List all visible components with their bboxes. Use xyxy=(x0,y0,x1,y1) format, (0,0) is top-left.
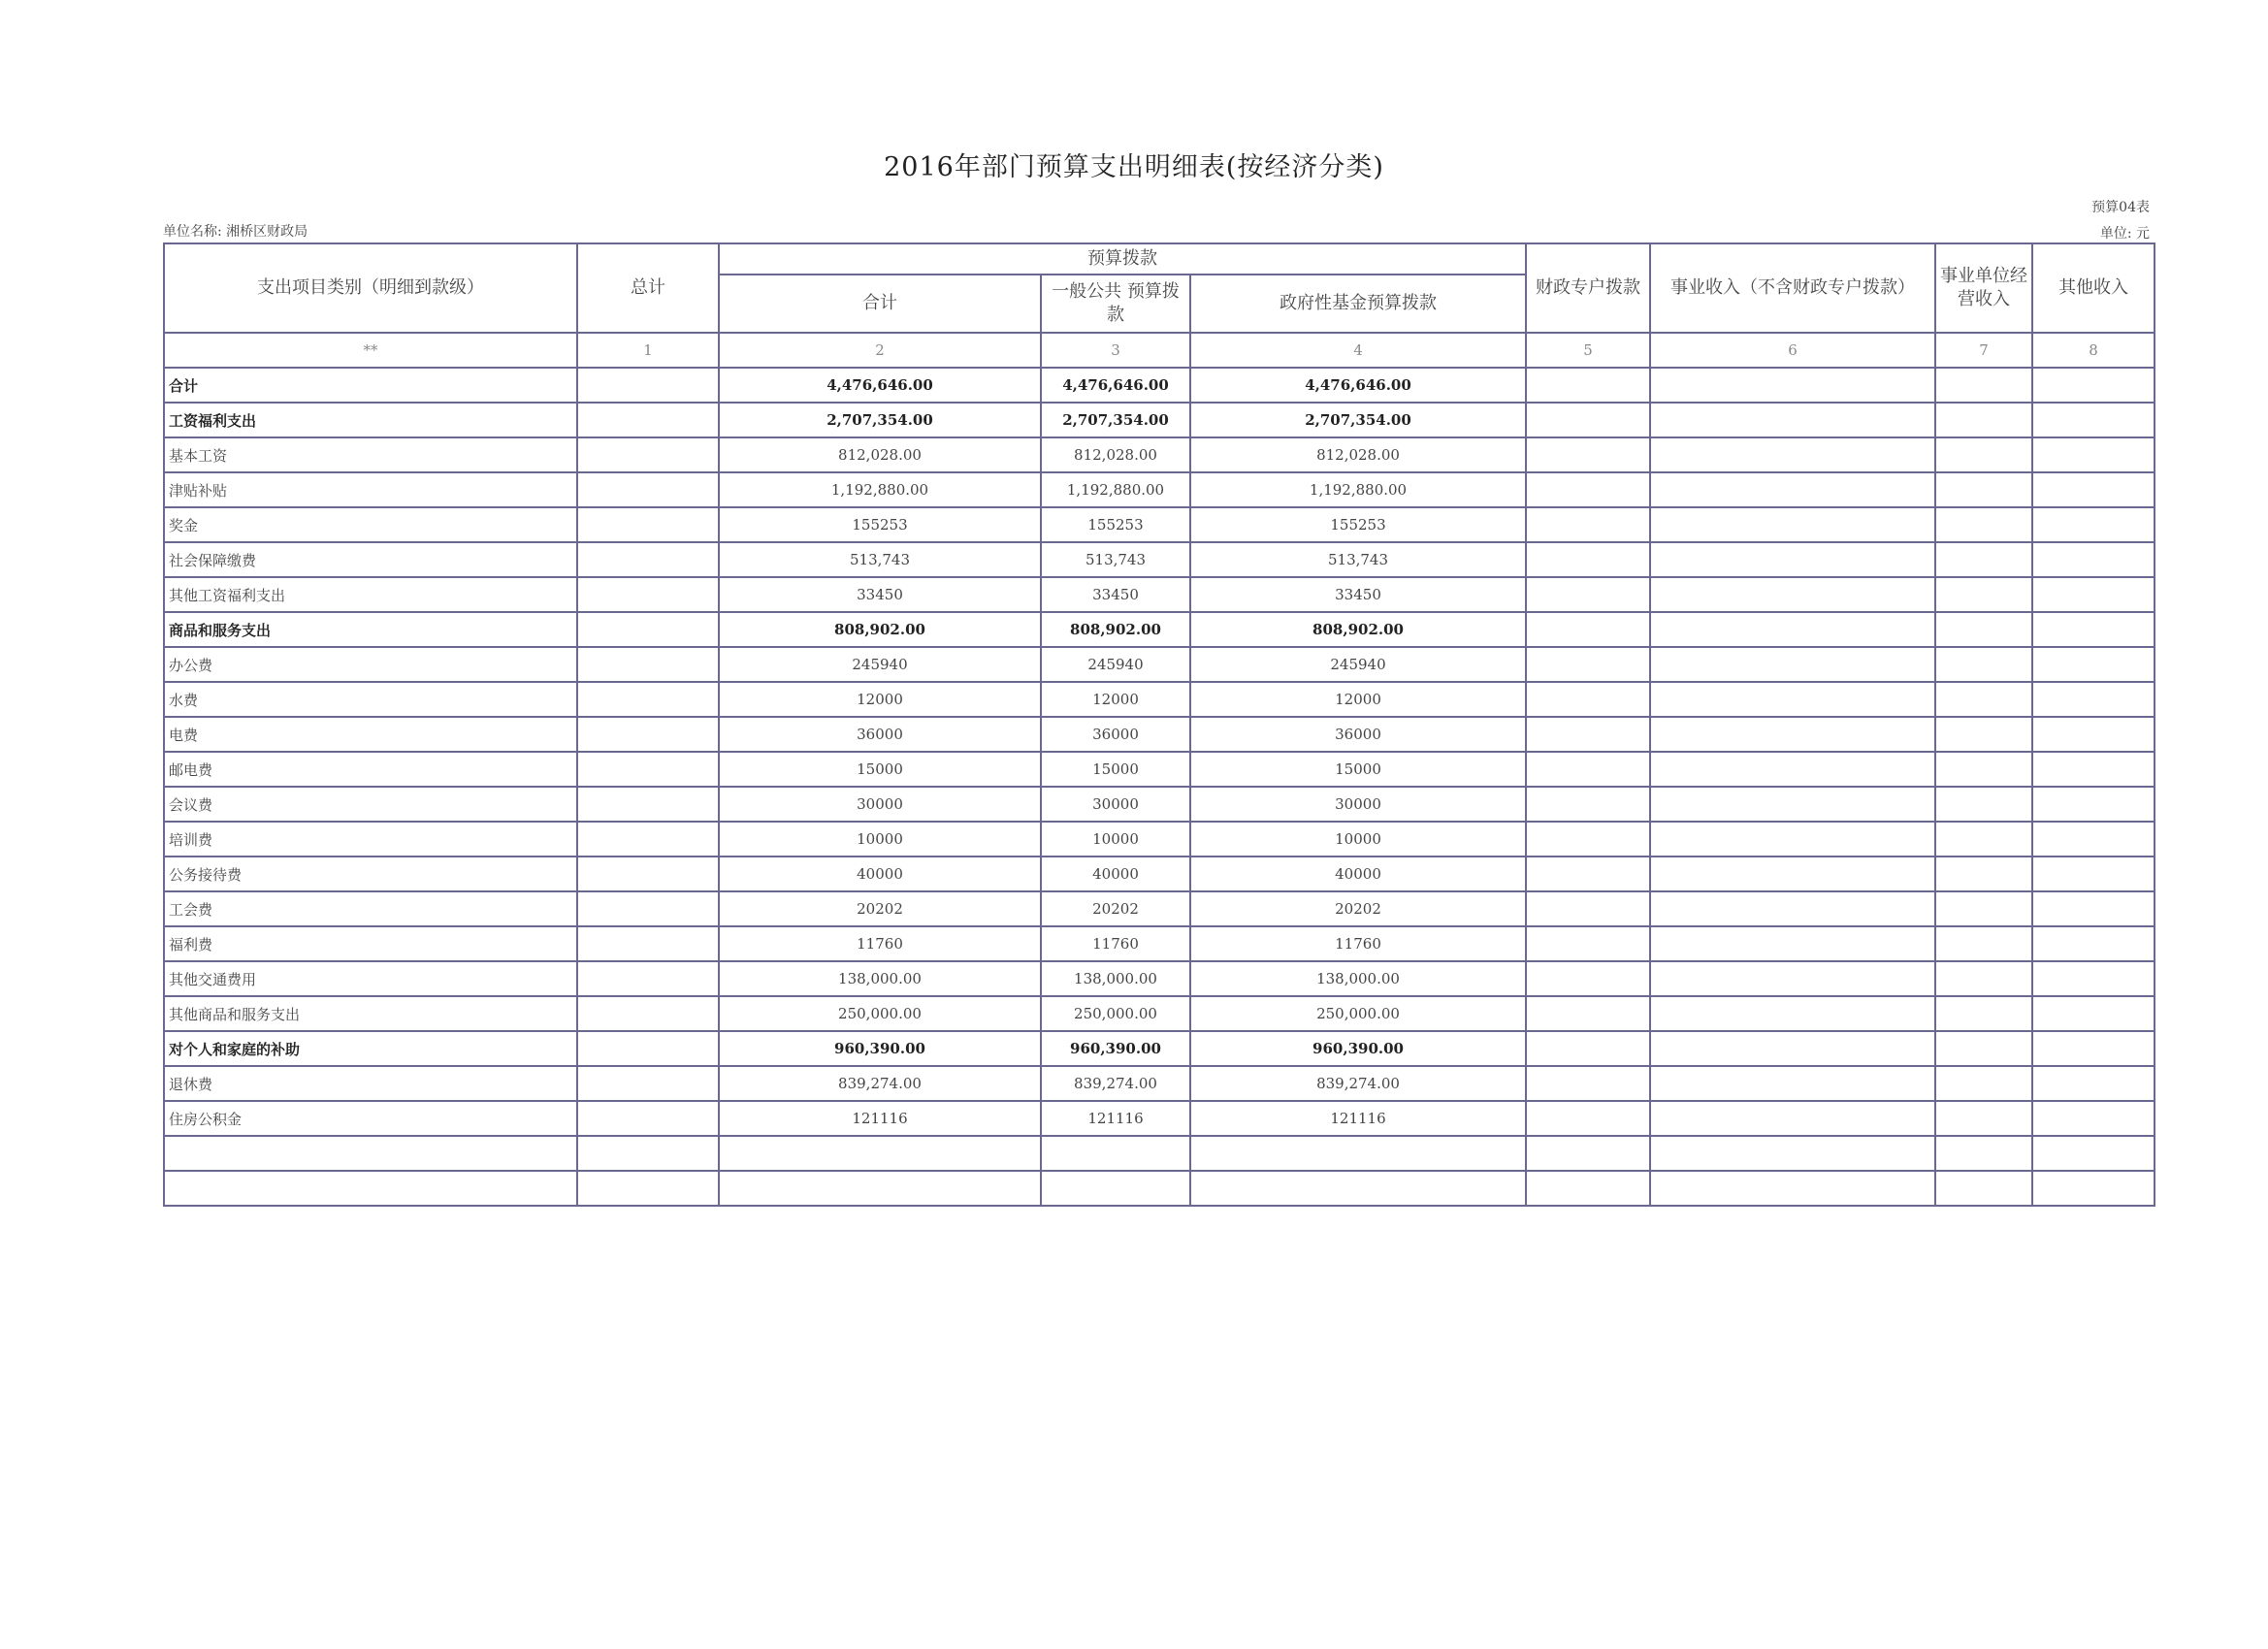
row-other-income xyxy=(2032,926,2155,961)
header-business-income: 事业收入（不含财政专户拨款） xyxy=(1650,243,1935,333)
table-row xyxy=(164,1066,2155,1101)
row-other-income xyxy=(2032,682,2155,717)
row-total xyxy=(577,1171,719,1206)
row-business-income xyxy=(1650,891,1935,926)
row-total xyxy=(577,1066,719,1101)
row-fund-budget xyxy=(1190,1136,1526,1171)
row-other-income xyxy=(2032,1171,2155,1206)
table-row xyxy=(164,1171,2155,1206)
row-operating-income xyxy=(1935,1171,2032,1206)
header-special-account: 财政专户拨款 xyxy=(1526,243,1650,333)
row-business-income xyxy=(1650,926,1935,961)
row-subtotal: 10000 xyxy=(719,822,1041,857)
row-general-budget: 30000 xyxy=(1041,787,1190,822)
index-cell: 1 xyxy=(577,333,719,368)
page-title: 2016年部门预算支出明细表(按经济分类) xyxy=(884,152,1384,182)
row-general-budget: 250,000.00 xyxy=(1041,996,1190,1031)
table-row xyxy=(164,507,2155,542)
row-total xyxy=(577,437,719,472)
budget-table xyxy=(163,242,2155,1207)
header-category: 支出项目类别（明细到款级） xyxy=(164,243,577,333)
row-other-income xyxy=(2032,647,2155,682)
row-special-account xyxy=(1526,507,1650,542)
row-other-income xyxy=(2032,717,2155,752)
row-subtotal: 36000 xyxy=(719,717,1041,752)
table-row xyxy=(164,682,2155,717)
row-operating-income xyxy=(1935,682,2032,717)
index-cell: 2 xyxy=(719,333,1041,368)
row-business-income xyxy=(1650,612,1935,647)
row-fund-budget: 812,028.00 xyxy=(1190,437,1526,472)
row-label: 其他交通费用 xyxy=(164,961,577,996)
row-business-income xyxy=(1650,507,1935,542)
row-subtotal xyxy=(719,1136,1041,1171)
row-subtotal xyxy=(719,1171,1041,1206)
row-label: 其他工资福利支出 xyxy=(164,577,577,612)
table-row xyxy=(164,612,2155,647)
table-row xyxy=(164,1136,2155,1171)
currency-unit: 单位: 元 xyxy=(2099,226,2150,242)
table-row xyxy=(164,961,2155,996)
unit-name-line xyxy=(163,221,308,241)
row-total xyxy=(577,507,719,542)
row-total xyxy=(577,682,719,717)
row-special-account xyxy=(1526,996,1650,1031)
table-row xyxy=(164,368,2155,403)
table-row xyxy=(164,577,2155,612)
row-special-account xyxy=(1526,891,1650,926)
table-row xyxy=(164,1101,2155,1136)
row-general-budget: 10000 xyxy=(1041,822,1190,857)
row-subtotal: 2,707,354.00 xyxy=(719,403,1041,437)
row-label: 基本工资 xyxy=(164,437,577,472)
row-general-budget: 960,390.00 xyxy=(1041,1031,1190,1066)
index-cell: 5 xyxy=(1526,333,1650,368)
row-general-budget: 36000 xyxy=(1041,717,1190,752)
row-special-account xyxy=(1526,403,1650,437)
row-other-income xyxy=(2032,961,2155,996)
row-special-account xyxy=(1526,612,1650,647)
row-fund-budget: 138,000.00 xyxy=(1190,961,1526,996)
row-subtotal: 839,274.00 xyxy=(719,1066,1041,1101)
row-fund-budget: 33450 xyxy=(1190,577,1526,612)
row-total xyxy=(577,961,719,996)
row-special-account xyxy=(1526,1136,1650,1171)
row-other-income xyxy=(2032,857,2155,891)
row-fund-budget: 808,902.00 xyxy=(1190,612,1526,647)
row-total xyxy=(577,1031,719,1066)
unit-name-label: 单位名称: xyxy=(163,224,222,240)
index-cell: 7 xyxy=(1935,333,2032,368)
row-total xyxy=(577,472,719,507)
row-subtotal: 15000 xyxy=(719,752,1041,787)
index-cell: 4 xyxy=(1190,333,1526,368)
row-operating-income xyxy=(1935,787,2032,822)
row-general-budget: 245940 xyxy=(1041,647,1190,682)
row-total xyxy=(577,577,719,612)
row-fund-budget: 15000 xyxy=(1190,752,1526,787)
row-operating-income xyxy=(1935,472,2032,507)
index-cell: 6 xyxy=(1650,333,1935,368)
row-fund-budget: 20202 xyxy=(1190,891,1526,926)
row-fund-budget: 250,000.00 xyxy=(1190,996,1526,1031)
row-other-income xyxy=(2032,996,2155,1031)
row-label: 会议费 xyxy=(164,787,577,822)
row-subtotal: 155253 xyxy=(719,507,1041,542)
row-label: 奖金 xyxy=(164,507,577,542)
row-label: 商品和服务支出 xyxy=(164,612,577,647)
row-special-account xyxy=(1526,961,1650,996)
row-special-account xyxy=(1526,717,1650,752)
row-fund-budget: 11760 xyxy=(1190,926,1526,961)
row-business-income xyxy=(1650,472,1935,507)
row-subtotal: 245940 xyxy=(719,647,1041,682)
row-total xyxy=(577,996,719,1031)
row-special-account xyxy=(1526,647,1650,682)
header-subtotal: 合计 xyxy=(719,275,1041,333)
table-row xyxy=(164,542,2155,577)
row-special-account xyxy=(1526,1171,1650,1206)
row-total xyxy=(577,891,719,926)
row-total xyxy=(577,612,719,647)
row-label: 邮电费 xyxy=(164,752,577,787)
row-general-budget: 4,476,646.00 xyxy=(1041,368,1190,403)
row-other-income xyxy=(2032,472,2155,507)
row-general-budget: 138,000.00 xyxy=(1041,961,1190,996)
row-operating-income xyxy=(1935,926,2032,961)
row-operating-income xyxy=(1935,577,2032,612)
table-row xyxy=(164,472,2155,507)
row-business-income xyxy=(1650,542,1935,577)
row-subtotal: 11760 xyxy=(719,926,1041,961)
index-cell: 3 xyxy=(1041,333,1190,368)
row-general-budget: 40000 xyxy=(1041,857,1190,891)
header-other-income: 其他收入 xyxy=(2032,243,2155,333)
row-special-account xyxy=(1526,857,1650,891)
row-general-budget: 2,707,354.00 xyxy=(1041,403,1190,437)
row-label: 社会保障缴费 xyxy=(164,542,577,577)
row-total xyxy=(577,403,719,437)
row-subtotal: 250,000.00 xyxy=(719,996,1041,1031)
row-business-income xyxy=(1650,1101,1935,1136)
row-general-budget xyxy=(1041,1171,1190,1206)
row-fund-budget: 839,274.00 xyxy=(1190,1066,1526,1101)
row-fund-budget xyxy=(1190,1171,1526,1206)
row-general-budget: 155253 xyxy=(1041,507,1190,542)
header-general-budget: 一般公共 预算拨款 xyxy=(1041,275,1190,333)
row-operating-income xyxy=(1935,752,2032,787)
row-subtotal: 812,028.00 xyxy=(719,437,1041,472)
row-total xyxy=(577,752,719,787)
row-general-budget: 33450 xyxy=(1041,577,1190,612)
row-business-income xyxy=(1650,682,1935,717)
row-operating-income xyxy=(1935,647,2032,682)
row-fund-budget: 12000 xyxy=(1190,682,1526,717)
table-row xyxy=(164,822,2155,857)
row-subtotal: 1,192,880.00 xyxy=(719,472,1041,507)
row-operating-income xyxy=(1935,1031,2032,1066)
row-total xyxy=(577,647,719,682)
row-other-income xyxy=(2032,1031,2155,1066)
row-business-income xyxy=(1650,822,1935,857)
row-other-income xyxy=(2032,787,2155,822)
row-operating-income xyxy=(1935,403,2032,437)
row-label: 电费 xyxy=(164,717,577,752)
row-general-budget: 121116 xyxy=(1041,1101,1190,1136)
row-business-income xyxy=(1650,647,1935,682)
row-total xyxy=(577,857,719,891)
row-fund-budget: 960,390.00 xyxy=(1190,1031,1526,1066)
row-label: 津贴补贴 xyxy=(164,472,577,507)
row-label: 水费 xyxy=(164,682,577,717)
row-total xyxy=(577,926,719,961)
row-total xyxy=(577,822,719,857)
row-business-income xyxy=(1650,1066,1935,1101)
row-special-account xyxy=(1526,368,1650,403)
header-total: 总计 xyxy=(577,243,719,333)
row-operating-income xyxy=(1935,822,2032,857)
row-label: 其他商品和服务支出 xyxy=(164,996,577,1031)
index-cell: 8 xyxy=(2032,333,2155,368)
row-business-income xyxy=(1650,752,1935,787)
row-special-account xyxy=(1526,926,1650,961)
row-operating-income xyxy=(1935,507,2032,542)
row-other-income xyxy=(2032,612,2155,647)
row-special-account xyxy=(1526,822,1650,857)
row-fund-budget: 1,192,880.00 xyxy=(1190,472,1526,507)
row-general-budget: 12000 xyxy=(1041,682,1190,717)
row-label: 福利费 xyxy=(164,926,577,961)
row-subtotal: 138,000.00 xyxy=(719,961,1041,996)
row-special-account xyxy=(1526,1066,1650,1101)
row-label: 公务接待费 xyxy=(164,857,577,891)
row-other-income xyxy=(2032,368,2155,403)
row-total xyxy=(577,717,719,752)
row-label xyxy=(164,1136,577,1171)
row-fund-budget: 245940 xyxy=(1190,647,1526,682)
row-subtotal: 4,476,646.00 xyxy=(719,368,1041,403)
row-general-budget: 20202 xyxy=(1041,891,1190,926)
row-other-income xyxy=(2032,1066,2155,1101)
row-business-income xyxy=(1650,857,1935,891)
row-business-income xyxy=(1650,1136,1935,1171)
row-business-income xyxy=(1650,403,1935,437)
row-special-account xyxy=(1526,472,1650,507)
row-fund-budget: 40000 xyxy=(1190,857,1526,891)
row-special-account xyxy=(1526,1101,1650,1136)
row-operating-income xyxy=(1935,996,2032,1031)
row-business-income xyxy=(1650,1031,1935,1066)
row-subtotal: 20202 xyxy=(719,891,1041,926)
index-cell: ** xyxy=(164,333,577,368)
row-operating-income xyxy=(1935,542,2032,577)
row-business-income xyxy=(1650,1171,1935,1206)
row-operating-income xyxy=(1935,1101,2032,1136)
row-subtotal: 513,743 xyxy=(719,542,1041,577)
row-total xyxy=(577,368,719,403)
row-subtotal: 30000 xyxy=(719,787,1041,822)
row-fund-budget: 513,743 xyxy=(1190,542,1526,577)
row-business-income xyxy=(1650,717,1935,752)
row-other-income xyxy=(2032,752,2155,787)
row-general-budget: 11760 xyxy=(1041,926,1190,961)
table-row xyxy=(164,1031,2155,1066)
row-label: 办公费 xyxy=(164,647,577,682)
row-business-income xyxy=(1650,437,1935,472)
table-row xyxy=(164,403,2155,437)
row-fund-budget: 30000 xyxy=(1190,787,1526,822)
row-fund-budget: 4,476,646.00 xyxy=(1190,368,1526,403)
row-general-budget: 808,902.00 xyxy=(1041,612,1190,647)
table-row xyxy=(164,926,2155,961)
row-special-account xyxy=(1526,787,1650,822)
row-special-account xyxy=(1526,752,1650,787)
row-label: 工会费 xyxy=(164,891,577,926)
table-row xyxy=(164,996,2155,1031)
header-budget-group: 预算拨款 xyxy=(719,243,1526,275)
row-subtotal: 33450 xyxy=(719,577,1041,612)
row-operating-income xyxy=(1935,961,2032,996)
row-label: 工资福利支出 xyxy=(164,403,577,437)
row-total xyxy=(577,1136,719,1171)
row-other-income xyxy=(2032,891,2155,926)
row-other-income xyxy=(2032,1136,2155,1171)
row-subtotal: 808,902.00 xyxy=(719,612,1041,647)
table-row xyxy=(164,857,2155,891)
row-special-account xyxy=(1526,682,1650,717)
row-other-income xyxy=(2032,577,2155,612)
row-total xyxy=(577,1101,719,1136)
row-total xyxy=(577,787,719,822)
row-subtotal: 960,390.00 xyxy=(719,1031,1041,1066)
row-other-income xyxy=(2032,403,2155,437)
row-operating-income xyxy=(1935,1066,2032,1101)
row-operating-income xyxy=(1935,717,2032,752)
row-subtotal: 12000 xyxy=(719,682,1041,717)
row-other-income xyxy=(2032,437,2155,472)
row-general-budget: 513,743 xyxy=(1041,542,1190,577)
row-other-income xyxy=(2032,822,2155,857)
row-operating-income xyxy=(1935,368,2032,403)
row-operating-income xyxy=(1935,437,2032,472)
table-row xyxy=(164,752,2155,787)
index-row xyxy=(164,333,2155,368)
row-general-budget: 15000 xyxy=(1041,752,1190,787)
row-fund-budget: 36000 xyxy=(1190,717,1526,752)
row-label: 合计 xyxy=(164,368,577,403)
table-row xyxy=(164,787,2155,822)
table-row xyxy=(164,437,2155,472)
row-total xyxy=(577,542,719,577)
row-label: 培训费 xyxy=(164,822,577,857)
row-general-budget xyxy=(1041,1136,1190,1171)
row-special-account xyxy=(1526,577,1650,612)
row-special-account xyxy=(1526,437,1650,472)
row-label: 住房公积金 xyxy=(164,1101,577,1136)
row-subtotal: 121116 xyxy=(719,1101,1041,1136)
row-operating-income xyxy=(1935,891,2032,926)
row-fund-budget: 2,707,354.00 xyxy=(1190,403,1526,437)
row-business-income xyxy=(1650,577,1935,612)
row-general-budget: 1,192,880.00 xyxy=(1041,472,1190,507)
row-general-budget: 812,028.00 xyxy=(1041,437,1190,472)
table-row xyxy=(164,717,2155,752)
unit-name-value: 湘桥区财政局 xyxy=(226,224,308,240)
row-subtotal: 40000 xyxy=(719,857,1041,891)
form-number: 预算04表 xyxy=(2091,200,2150,215)
row-business-income xyxy=(1650,787,1935,822)
table-row xyxy=(164,647,2155,682)
row-general-budget: 839,274.00 xyxy=(1041,1066,1190,1101)
row-operating-income xyxy=(1935,1136,2032,1171)
row-label xyxy=(164,1171,577,1206)
row-other-income xyxy=(2032,507,2155,542)
header-operating-income: 事业单位经营收入 xyxy=(1935,243,2032,333)
row-label: 退休费 xyxy=(164,1066,577,1101)
row-business-income xyxy=(1650,368,1935,403)
row-fund-budget: 121116 xyxy=(1190,1101,1526,1136)
header-fund-budget: 政府性基金预算拨款 xyxy=(1190,275,1526,333)
row-other-income xyxy=(2032,542,2155,577)
row-other-income xyxy=(2032,1101,2155,1136)
row-special-account xyxy=(1526,542,1650,577)
row-label: 对个人和家庭的补助 xyxy=(164,1031,577,1066)
row-fund-budget: 10000 xyxy=(1190,822,1526,857)
row-operating-income xyxy=(1935,857,2032,891)
row-operating-income xyxy=(1935,612,2032,647)
row-special-account xyxy=(1526,1031,1650,1066)
row-fund-budget: 155253 xyxy=(1190,507,1526,542)
row-business-income xyxy=(1650,996,1935,1031)
table-row xyxy=(164,891,2155,926)
row-business-income xyxy=(1650,961,1935,996)
